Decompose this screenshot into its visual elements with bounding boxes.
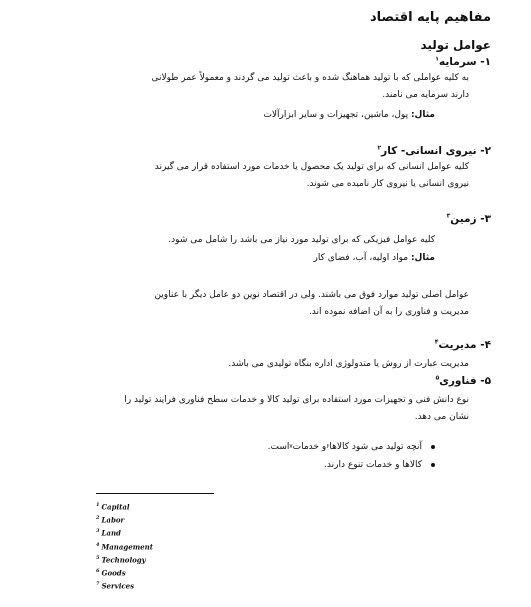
text-line: کلیه عوامل انسانی که برای تولید یک محصول یا خدمات مورد استفاده قرار می گیرند [154,162,469,172]
list-item: کالاها و خدمات تنوع دارند. [268,456,435,474]
management-paragraph [228,356,469,373]
land-example [313,253,435,263]
text-line: به کلیه عواملی که با تولید هماهنگ شده و باعث تولید می گردند و معمولاً عمر طولانی [151,73,469,83]
footnote-ref-2: ۲ [377,144,382,152]
footnote-item: $^7$ Services [96,581,135,591]
text-line: کلیه عوامل فیزیکی که برای تولید مورد نیاز می باشد را شامل می شود. [168,235,435,245]
text-line: نیروی انسانی یا نیروی کار نامیده می شوند. [306,179,469,189]
heading-technology: ۵- فناوری$^۵$ [435,374,491,387]
example-label: مثال: [410,110,435,120]
footnote-ref-3: ۳ [446,212,451,220]
heading-labor: ۲- نیروی انسانی- کار$^۲$ [377,144,491,157]
bullet-icon [431,463,435,467]
text-line: دارند سرمایه می نامند. [382,90,469,100]
footnote-item: $^3$ Land [96,528,121,538]
example-text: مواد اولیه، آب، فضای کار [313,253,409,263]
page-title: مفاهیم پایه اقتصاد [369,10,491,25]
land-paragraph [168,232,435,249]
heading-capital: ۱- سرمایه$^۱$ [435,55,491,68]
capital-paragraph [151,70,469,104]
footnote-item: $^6$ Goods [96,567,126,578]
text-line: مدیریت عبارت از روش یا متدولوژی اداره بنگاه تولیدی می باشد. [228,359,469,369]
modern-factors-paragraph [154,287,469,321]
bullet-icon [431,445,435,449]
footnote-item: $^4$ Management [96,541,153,551]
footnote-ref-1: ۱ [435,55,439,63]
heading-management: ۴- مدیریت$^۴$ [434,338,491,351]
example-text: پول، ماشین، تجهیزات و سایر ابزارآلات [263,110,409,120]
labor-paragraph [155,159,469,193]
bullet-list [268,438,435,474]
footnote-item: $^5$ Technology [96,554,146,565]
section-subtitle: عوامل تولید [420,38,491,52]
footnote-ref-4: ۴ [434,338,439,346]
heading-land: ۳- زمین$^۳$ [446,212,491,225]
text-line: نوع دانش فنی و تجهیزات مورد استفاده برای تولید کالا و خدمات سطح فناوری فرایند تولید را [124,395,469,405]
technology-paragraph [124,392,469,426]
example-label: مثال: [410,253,435,263]
footnote-item: $^2$ Labor [96,515,125,525]
text-line: عوامل اصلی تولید موارد فوق می باشند. ولی در اقتصاد نوین دو عامل دیگر با عناوین [154,290,469,300]
footnotes [96,499,153,591]
footnote-divider [96,493,214,494]
footnote-ref-5: ۵ [435,374,440,382]
capital-example [263,110,435,120]
text-line: نشان می دهد. [414,412,469,422]
text-line: مدیریت و فناوری را به آن اضافه نموده اند. [308,307,469,317]
list-item: آنچه تولید می شود کالاها ۶ و خدمات ۷ است. [268,438,435,456]
footnote-item: $^1$ Capital [96,502,130,512]
